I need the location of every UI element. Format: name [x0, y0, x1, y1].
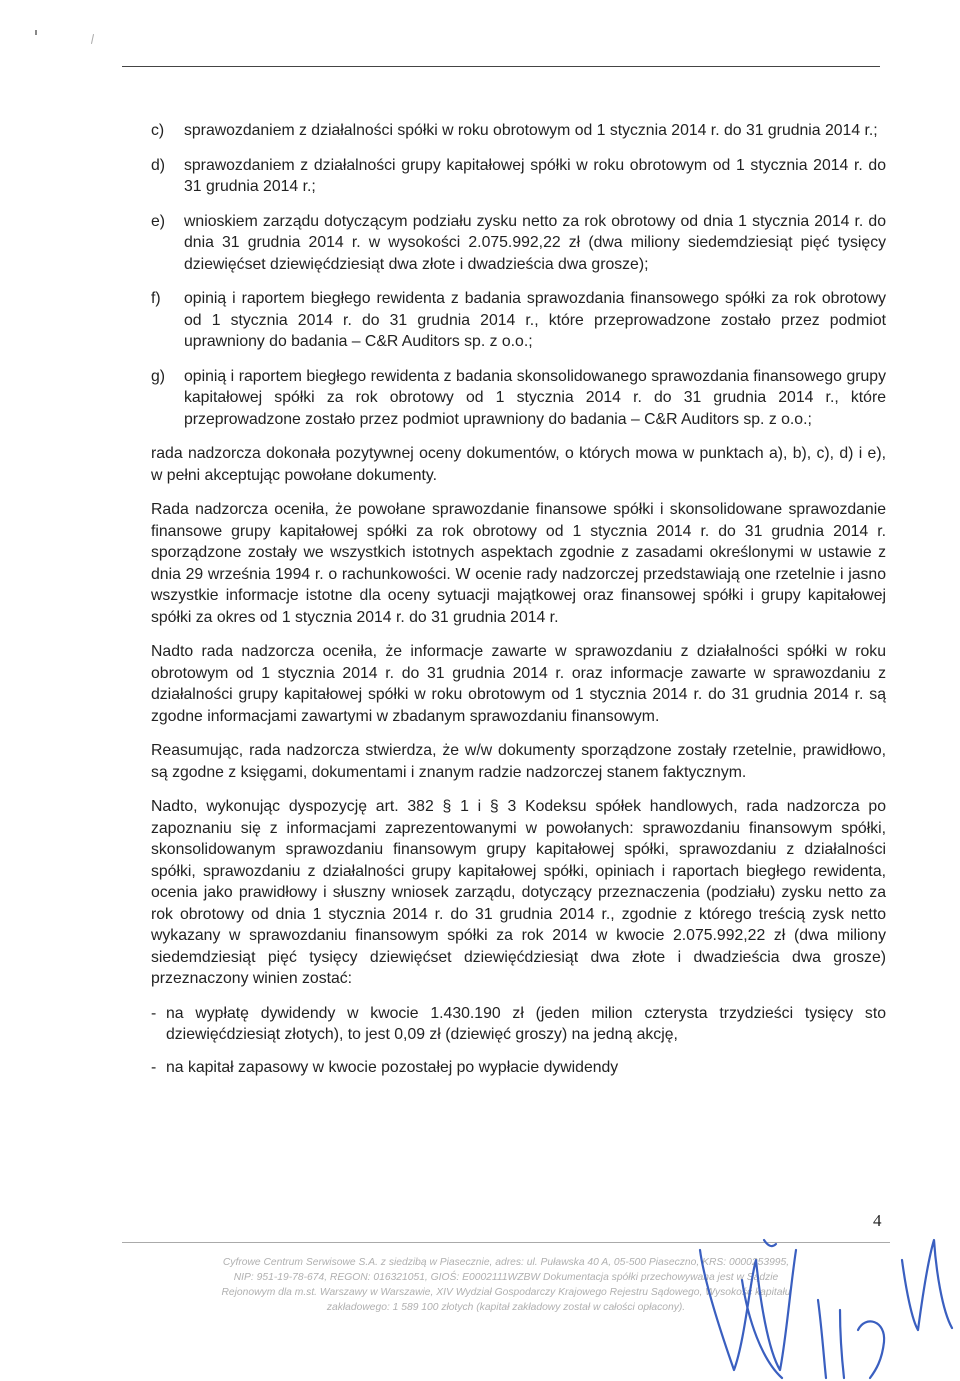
list-marker: c) [151, 122, 165, 139]
scan-speck [91, 34, 94, 44]
paragraph: rada nadzorcza dokonała pozytywnej oceny dokumentów, o których mowa w punktach a), b), c), d) i e), w pełni akceptując powołane dokumenty. [151, 445, 886, 484]
paragraph: Nadto, wykonując dyspozycję art. 382 § 1 i § 3 Kodeksu spółek handlowych, rada nadzorcza po zapoznaniu się z informacjami zaprezentowanymi w powołanych: sprawozdaniu finansowym spółki, skonsolidowanym sprawozdaniu finansowym grupy kapitałowej spółki, sprawozdaniu z działalności spółki, sprawozdaniu z działalności grupy kapitałowej spółki, opiniach i raportach biegłego rewidenta, ocenia jako prawidłowy i słuszny wniosek zarządu, dotyczący przeznaczenia (podziału) zysku netto za rok obrotowy od dnia 1 stycznia 2014 r. do 31 grudnia 2014 r., zgodnie z którego treścią zysk netto wykazany w sprawozdaniu finansowym spółki za rok 2014 w kwocie 2.075.992,22 zł (dwa miliony siedemdziesiąt pięć tysięcy dziewięćset dziewięćdziesiąt dwa złote i dwadzieścia dwa grosze) przeznaczony winien zostać: [151, 798, 886, 987]
list-item [151, 288, 886, 353]
paragraph: Reasumując, rada nadzorcza stwierdza, że w/w dokumenty sporządzone zostały rzetelnie, prawidłowo, są zgodne z księgami, dokumentami i znanym radzie nadzorczej stanem faktycznym. [151, 742, 886, 781]
list-item-text: wnioskiem zarządu dotyczącym podziału zysku netto za rok obrotowy od dnia 1 stycznia 2014 r. do dnia 31 grudnia 2014 r. w wysokości 2.075.992,22 zł (dwa miliony siedemdziesiąt pięć tysięcy dziewięćset dziewięćdziesiąt dwa złote i dwadzieścia dwa grosze); [184, 212, 886, 273]
document-body [151, 120, 886, 1089]
list-item [151, 211, 886, 276]
handwritten-signature-icon [690, 1220, 960, 1381]
list-item-text: sprawozdaniem z działalności grupy kapitałowej spółki w roku obrotowym od 1 stycznia 2014 r. do 31 grudnia 2014 r.; [184, 156, 886, 195]
list-marker: d) [151, 156, 166, 174]
scan-speck [35, 30, 37, 35]
dash-list-item [151, 1057, 886, 1079]
paragraph: Rada nadzorcza oceniła, że powołane sprawozdanie finansowe spółki i skonsolidowane sprawozdanie finansowe grupy kapitałowej spółki za rok obrotowy od 1 stycznia 2014 r. do 31 grudnia 2014 r. sporządzone zostały we wszystkich istotnych aspektach zgodnie z zasadami określonymi w ustawie z dnia 29 września 1994 r. o rachunkowości. W ocenie rady nadzorczej przedstawiają one rzetelnie i jasno wszystkie informacje istotne dla oceny sytuacji majątkowej oraz finansowej spółki i grupy kapitałowej spółki za okres od 1 stycznia 2014 r. do 31 grudnia 2014 r. [151, 501, 886, 626]
list-item-text: sprawozdaniem z działalności spółki w roku obrotowym od 1 stycznia 2014 r. do 31 grudnia 2014 r.; [184, 122, 878, 139]
dash-item-text: na kapitał zapasowy w kwocie pozostałej po wypłacie dywidendy [166, 1058, 619, 1076]
footer-line: NIP: 951-19-78-674, REGON: 016321051, GIOŚ: E0002111WZBW Dokumentacja spółki przechowywana jest w Sądzie [233, 1272, 779, 1283]
list-marker: f) [151, 290, 161, 307]
dash-marker: - [151, 1058, 157, 1076]
list-item [151, 155, 886, 198]
list-marker: g) [151, 367, 166, 385]
dash-item-text: na wypłatę dywidendy w kwocie 1.430.190 zł (jeden milion czterysta trzydzieści tysięcy sto dziewięćdziesiąt złotych), to jest 0,09 zł (dziewięć groszy) na jedną akcję, [166, 1004, 886, 1043]
footer-line: zakładowego: 1 589 100 złotych (kapitał zakładowy został w całości opłacony). [326, 1302, 686, 1313]
footer-line: Rejonowym dla m.st. Warszawy w Warszawie, XIV Wydział Gospodarczy Krajowego Rejestru Sądowego, Wysokość kapitału [221, 1287, 791, 1298]
list-item [151, 366, 886, 431]
list-item-text: opinią i raportem biegłego rewidenta z badania sprawozdania finansowego spółki za rok obrotowy od 1 stycznia 2014 r. do 31 grudnia 2014 r., które przeprowadzone zostało przez podmiot uprawniony do badania – C&R Auditors sp. z o.o.; [184, 290, 886, 350]
dash-marker: - [151, 1004, 157, 1022]
list-marker: e) [151, 212, 166, 230]
list-item [151, 120, 886, 142]
page-number: 4 [873, 1211, 882, 1230]
list-item-text: opinią i raportem biegłego rewidenta z badania skonsolidowanego sprawozdania finansowego grupy kapitałowej spółki za rok obrotowy od 1 stycznia 2014 r. do 31 grudnia 2014 r., które przeprowadzone zostało przez podmiot uprawniony do badania – C&R Auditors sp. z o.o.; [184, 367, 886, 428]
header-rule [122, 66, 880, 67]
footer-line: Cyfrowe Centrum Serwisowe S.A. z siedzibą w Piasecznie, adres: ul. Puławska 40 A, 05-500 Piaseczno, KRS: 0000253995, [222, 1257, 790, 1268]
paragraph: Nadto rada nadzorcza oceniła, że informacje zawarte w sprawozdaniu z działalności spółki w roku obrotowym od 1 stycznia 2014 r. do 31 grudnia 2014 r. oraz informacje zawarte w sprawozdaniu z działalności grupy kapitałowej spółki w roku obrotowym od 1 stycznia 2014 r. do 31 grudnia 2014 r. są zgodne informacjami zawartymi w zbadanym sprawozdaniu finansowym. [151, 643, 886, 725]
dash-list-item [151, 1003, 886, 1046]
